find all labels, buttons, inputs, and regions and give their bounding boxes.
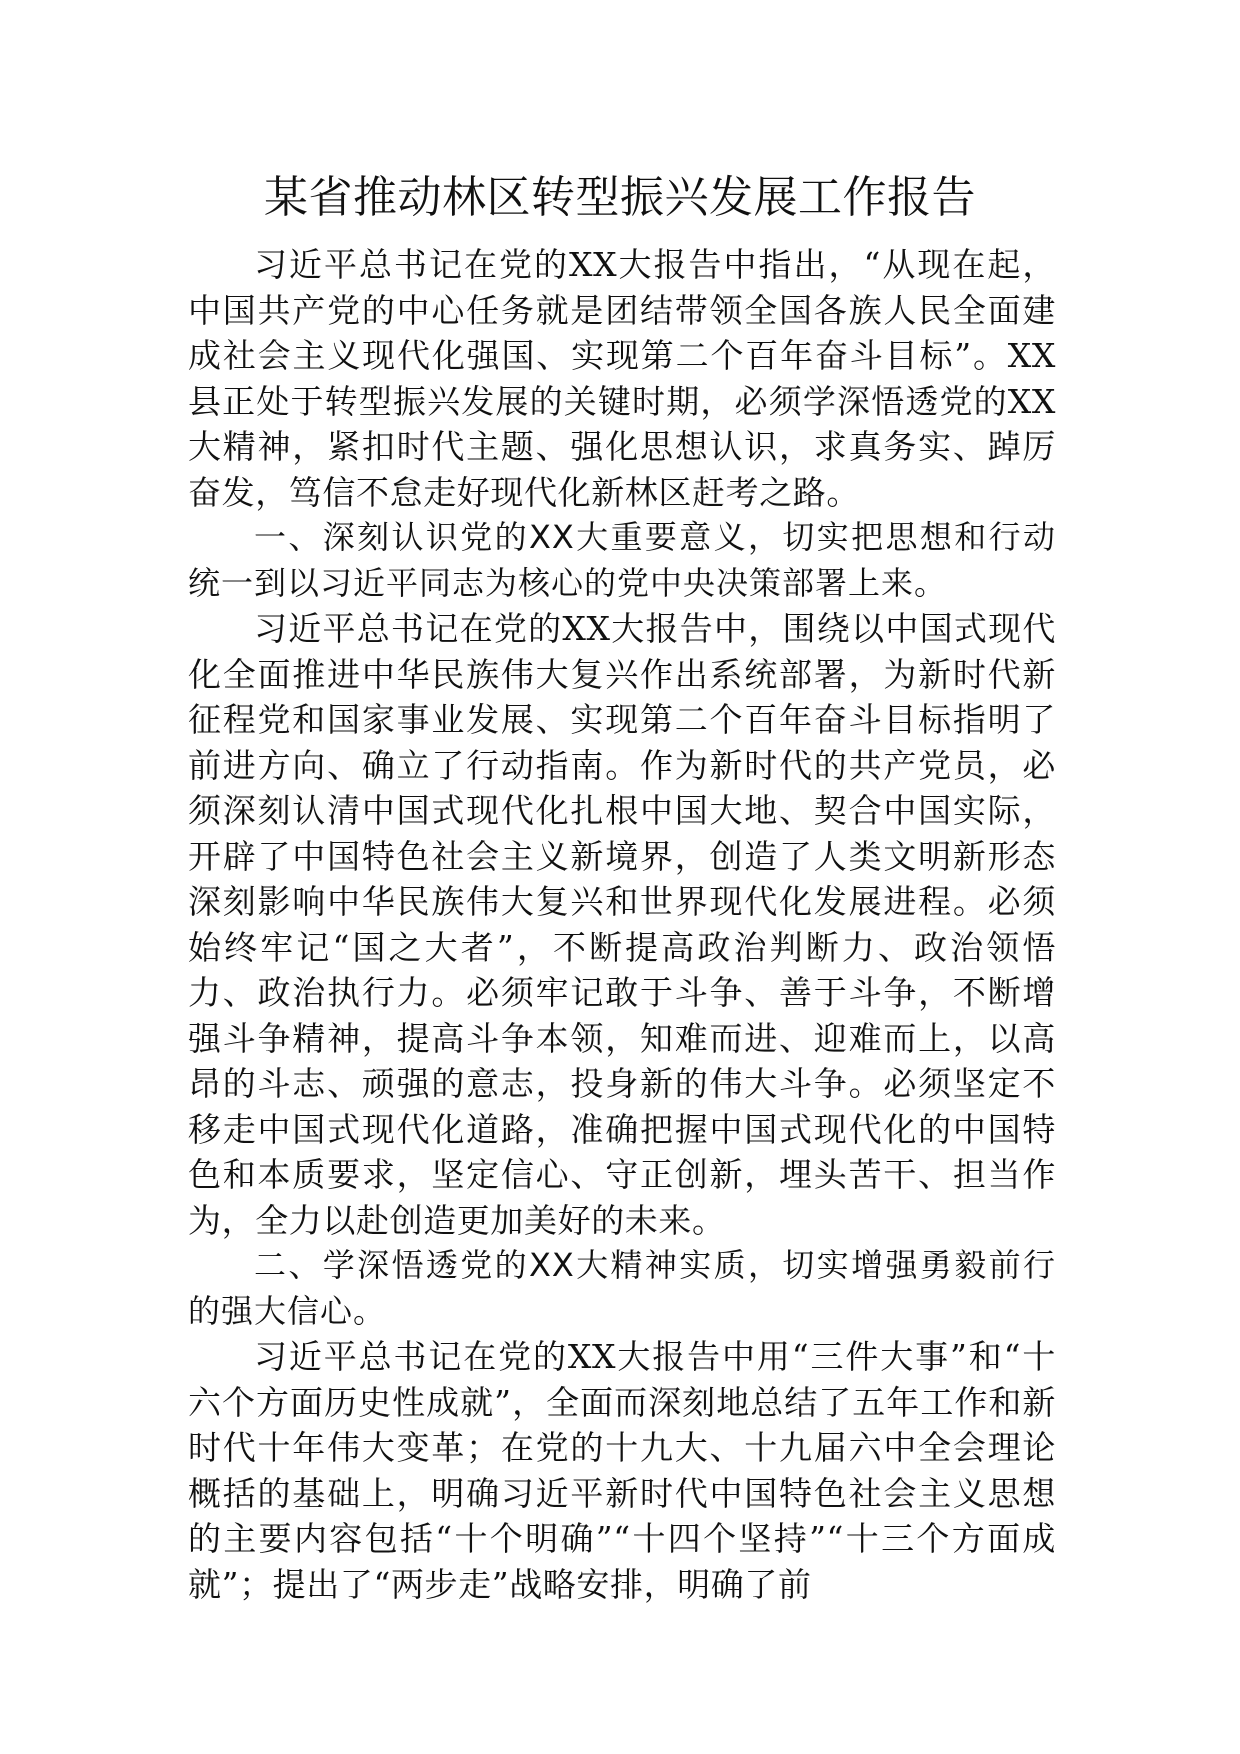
intro-paragraph: 习近平总书记在党的XX大报告中指出，“从现在起，中国共产党的中心任务就是团结带领全国各族人民全面建成社会主义现代化强国、实现第二个百年奋斗目标”。XX县正处于转型振兴发展的关键时期，必须学深悟透党的XX大精神，紧扣时代主题、强化思想认识，求真务实、踔厉奋发，笃信不怠走好现代化新林区赶考之路。 bbox=[188, 245, 1056, 512]
document-title: 某省推动林区转型振兴发展工作报告 bbox=[264, 172, 976, 223]
section-2-paragraph: 习近平总书记在党的XX大报告中用“三件大事”和“十六个方面历史性成就”，全面而深刻地总结了五年工作和新时代十年伟大变革；在党的十九大、十九届六中全会理论概括的基础上，明确习近平新时代中国特色社会主义思想的主要内容包括“十个明确”“十四个坚持”“十三个方面成就”；提出了“两步走”战略安排，明确了前 bbox=[188, 1337, 1056, 1604]
section-1-paragraph: 习近平总书记在党的XX大报告中，围绕以中国式现代化全面推进中华民族伟大复兴作出系统部署，为新时代新征程党和国家事业发展、实现第二个百年奋斗目标指明了前进方向、确立了行动指南。作为新时代的共产党员，必须深刻认清中国式现代化扎根中国大地、契合中国实际，开辟了中国特色社会主义新境界，创造了人类文明新形态深刻影响中华民族伟大复兴和世界现代化发展进程。必须始终牢记“国之大者”，不断提高政治判断力、政治领悟力、政治执行力。必须牢记敢于斗争、善于斗争，不断增强斗争精神，提高斗争本领，知难而进、迎难而上，以高昂的斗志、顽强的意志，投身新的伟大斗争。必须坚定不移走中国式现代化道路，准确把握中国式现代化的中国特色和本质要求，坚定信心、守正创新，埋头苦干、担当作为，全力以赴创造更加美好的未来。 bbox=[188, 609, 1056, 1240]
section-heading-2: 二、学深悟透党的XX大精神实质，切实增强勇毅前行的强大信心。 bbox=[188, 1246, 1056, 1330]
document-body bbox=[188, 242, 1056, 1607]
section-heading-1: 一、深刻认识党的XX大重要意义，切实把思想和行动统一到以习近平同志为核心的党中央决策部署上来。 bbox=[188, 518, 1056, 602]
